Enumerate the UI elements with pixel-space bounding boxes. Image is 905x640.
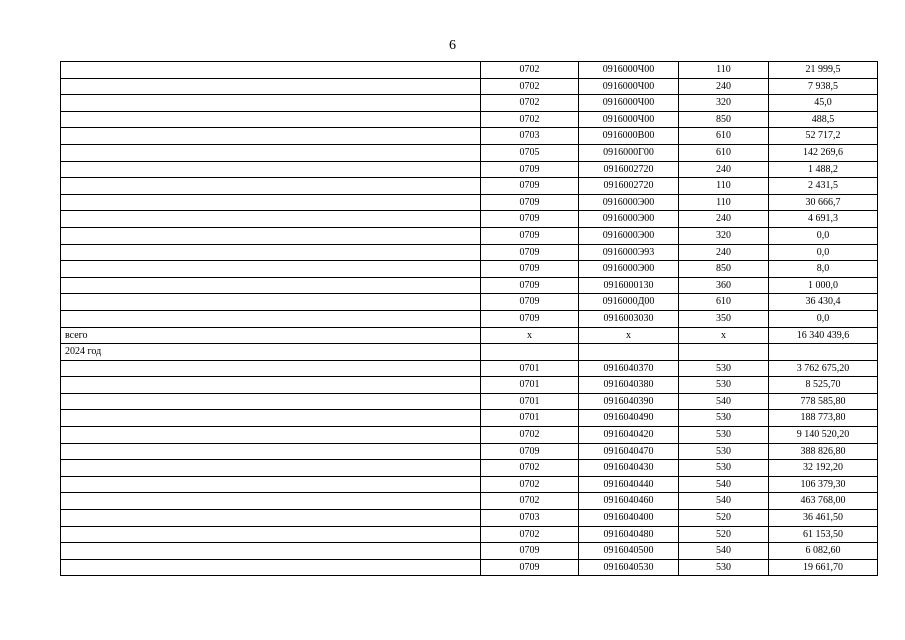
- cell-expense-type: 530: [679, 443, 769, 460]
- table-row: [61, 227, 878, 244]
- cell-section-code: 0709: [481, 559, 579, 576]
- cell-name: [61, 227, 481, 244]
- cell-name: [61, 393, 481, 410]
- cell-name: [61, 211, 481, 228]
- cell-expense-type: 540: [679, 543, 769, 560]
- cell-expense-type: 110: [679, 62, 769, 79]
- cell-name: [61, 144, 481, 161]
- cell-target-code: 0916040390: [579, 393, 679, 410]
- cell-target-code: 0916003030: [579, 310, 679, 327]
- cell-section-code: 0702: [481, 460, 579, 477]
- table-row: [61, 194, 878, 211]
- cell-expense-type: х: [679, 327, 769, 344]
- cell-name: [61, 460, 481, 477]
- cell-expense-type: 530: [679, 410, 769, 427]
- cell-amount: 3 762 675,20: [769, 360, 878, 377]
- cell-name: [61, 543, 481, 560]
- page-number: 6: [449, 38, 456, 53]
- cell-amount: 8,0: [769, 261, 878, 278]
- cell-section-code: 0709: [481, 277, 579, 294]
- cell-expense-type: 530: [679, 559, 769, 576]
- cell-section-code: 0709: [481, 443, 579, 460]
- cell-expense-type: 610: [679, 144, 769, 161]
- cell-section-code: 0709: [481, 244, 579, 261]
- table-row: [61, 211, 878, 228]
- cell-target-code: 0916040460: [579, 493, 679, 510]
- table-row: [61, 344, 878, 361]
- cell-amount: 0,0: [769, 244, 878, 261]
- cell-section-code: 0701: [481, 393, 579, 410]
- cell-section-code: 0702: [481, 526, 579, 543]
- table-row: [61, 294, 878, 311]
- table-row: [61, 443, 878, 460]
- cell-amount: 61 153,50: [769, 526, 878, 543]
- cell-target-code: 0916002720: [579, 178, 679, 195]
- cell-name: [61, 277, 481, 294]
- cell-name: [61, 410, 481, 427]
- cell-target-code: 0916040490: [579, 410, 679, 427]
- cell-expense-type: 240: [679, 244, 769, 261]
- cell-target-code: 0916000Э00: [579, 194, 679, 211]
- table-row: [61, 493, 878, 510]
- cell-section-code: 0703: [481, 510, 579, 527]
- cell-target-code: 0916000Ч00: [579, 62, 679, 79]
- cell-name: [61, 244, 481, 261]
- table-row: [61, 327, 878, 344]
- cell-target-code: 0916000Ч00: [579, 111, 679, 128]
- cell-section-code: 0709: [481, 310, 579, 327]
- cell-expense-type: 530: [679, 460, 769, 477]
- cell-section-code: 0709: [481, 294, 579, 311]
- cell-section-code: 0709: [481, 194, 579, 211]
- cell-name: [61, 161, 481, 178]
- cell-target-code: 0916000Ч00: [579, 78, 679, 95]
- cell-amount: 6 082,60: [769, 543, 878, 560]
- cell-target-code: 0916040370: [579, 360, 679, 377]
- cell-expense-type: 240: [679, 211, 769, 228]
- cell-amount: 142 269,6: [769, 144, 878, 161]
- table-row: [61, 310, 878, 327]
- cell-expense-type: 540: [679, 493, 769, 510]
- cell-name: [61, 310, 481, 327]
- cell-name: [61, 476, 481, 493]
- cell-expense-type: 110: [679, 178, 769, 195]
- cell-amount: 30 666,7: [769, 194, 878, 211]
- cell-amount: 0,0: [769, 310, 878, 327]
- cell-name: [61, 427, 481, 444]
- table-row: [61, 460, 878, 477]
- cell-amount: 4 691,3: [769, 211, 878, 228]
- table-row: [61, 377, 878, 394]
- cell-name: [61, 294, 481, 311]
- cell-amount: 463 768,00: [769, 493, 878, 510]
- cell-expense-type: 530: [679, 427, 769, 444]
- table-row: [61, 62, 878, 79]
- cell-section-code: 0705: [481, 144, 579, 161]
- cell-expense-type: 240: [679, 78, 769, 95]
- cell-section-code: 0702: [481, 476, 579, 493]
- cell-target-code: 0916040480: [579, 526, 679, 543]
- cell-target-code: 0916000Э00: [579, 227, 679, 244]
- cell-target-code: 0916040500: [579, 543, 679, 560]
- cell-section-code: 0702: [481, 493, 579, 510]
- cell-expense-type: 540: [679, 393, 769, 410]
- cell-target-code: 0916040440: [579, 476, 679, 493]
- cell-name: [61, 261, 481, 278]
- table-row: [61, 261, 878, 278]
- cell-target-code: х: [579, 327, 679, 344]
- cell-name: [61, 111, 481, 128]
- cell-section-code: 0709: [481, 543, 579, 560]
- cell-name: [61, 443, 481, 460]
- cell-target-code: 0916000Э93: [579, 244, 679, 261]
- cell-amount: 0,0: [769, 227, 878, 244]
- cell-amount: 7 938,5: [769, 78, 878, 95]
- cell-section-code: 0709: [481, 211, 579, 228]
- table-row: [61, 128, 878, 145]
- cell-name: [61, 493, 481, 510]
- table-row: [61, 78, 878, 95]
- table-row: [61, 178, 878, 195]
- cell-amount: 1 488,2: [769, 161, 878, 178]
- cell-amount: 21 999,5: [769, 62, 878, 79]
- cell-section-code: 0702: [481, 62, 579, 79]
- cell-amount: 188 773,80: [769, 410, 878, 427]
- cell-expense-type: 520: [679, 526, 769, 543]
- cell-name: [61, 78, 481, 95]
- table-row: [61, 427, 878, 444]
- cell-target-code: 0916040380: [579, 377, 679, 394]
- cell-name: [61, 377, 481, 394]
- table-row: [61, 360, 878, 377]
- cell-amount: 1 000,0: [769, 277, 878, 294]
- cell-expense-type: [679, 344, 769, 361]
- cell-expense-type: 320: [679, 95, 769, 112]
- cell-name: [61, 128, 481, 145]
- cell-amount: 36 461,50: [769, 510, 878, 527]
- cell-amount: 9 140 520,20: [769, 427, 878, 444]
- cell-name: [61, 526, 481, 543]
- cell-section-code: 0701: [481, 360, 579, 377]
- cell-amount: 778 585,80: [769, 393, 878, 410]
- cell-target-code: 0916040420: [579, 427, 679, 444]
- cell-name: всего: [61, 327, 481, 344]
- cell-target-code: 0916000В00: [579, 128, 679, 145]
- cell-name: [61, 95, 481, 112]
- table-row: [61, 95, 878, 112]
- cell-expense-type: 350: [679, 310, 769, 327]
- cell-section-code: 0702: [481, 111, 579, 128]
- cell-name: [61, 559, 481, 576]
- cell-expense-type: 520: [679, 510, 769, 527]
- cell-section-code: 0702: [481, 95, 579, 112]
- cell-target-code: 0916002720: [579, 161, 679, 178]
- table-row: [61, 277, 878, 294]
- cell-name: 2024 год: [61, 344, 481, 361]
- table-row: [61, 410, 878, 427]
- table-row: [61, 161, 878, 178]
- cell-expense-type: 610: [679, 128, 769, 145]
- cell-section-code: 0709: [481, 261, 579, 278]
- cell-name: [61, 62, 481, 79]
- cell-section-code: 0701: [481, 377, 579, 394]
- cell-section-code: 0702: [481, 427, 579, 444]
- cell-section-code: 0701: [481, 410, 579, 427]
- cell-expense-type: 850: [679, 261, 769, 278]
- table-row: [61, 111, 878, 128]
- cell-amount: 388 826,80: [769, 443, 878, 460]
- cell-expense-type: 320: [679, 227, 769, 244]
- cell-section-code: 0709: [481, 178, 579, 195]
- cell-amount: 32 192,20: [769, 460, 878, 477]
- cell-target-code: 0916000Ч00: [579, 95, 679, 112]
- cell-amount: 19 661,70: [769, 559, 878, 576]
- cell-expense-type: 610: [679, 294, 769, 311]
- cell-expense-type: 540: [679, 476, 769, 493]
- cell-expense-type: 530: [679, 377, 769, 394]
- cell-amount: 8 525,70: [769, 377, 878, 394]
- cell-amount: 16 340 439,6: [769, 327, 878, 344]
- cell-target-code: 0916000Э00: [579, 211, 679, 228]
- cell-name: [61, 194, 481, 211]
- cell-section-code: х: [481, 327, 579, 344]
- cell-section-code: 0703: [481, 128, 579, 145]
- cell-amount: 36 430,4: [769, 294, 878, 311]
- cell-target-code: 0916040400: [579, 510, 679, 527]
- cell-amount: [769, 344, 878, 361]
- table-row: [61, 559, 878, 576]
- table-row: [61, 476, 878, 493]
- budget-table: [60, 61, 878, 576]
- cell-expense-type: 530: [679, 360, 769, 377]
- table-row: [61, 244, 878, 261]
- cell-expense-type: 850: [679, 111, 769, 128]
- cell-target-code: 0916040430: [579, 460, 679, 477]
- cell-name: [61, 360, 481, 377]
- table-row: [61, 393, 878, 410]
- table-row: [61, 526, 878, 543]
- cell-section-code: 0709: [481, 161, 579, 178]
- cell-section-code: 0709: [481, 227, 579, 244]
- cell-expense-type: 240: [679, 161, 769, 178]
- cell-amount: 45,0: [769, 95, 878, 112]
- cell-amount: 106 379,30: [769, 476, 878, 493]
- table-body: [61, 62, 878, 576]
- cell-name: [61, 510, 481, 527]
- cell-target-code: 0916000Д00: [579, 294, 679, 311]
- cell-target-code: 0916000Э00: [579, 261, 679, 278]
- cell-expense-type: 110: [679, 194, 769, 211]
- cell-amount: 52 717,2: [769, 128, 878, 145]
- cell-name: [61, 178, 481, 195]
- cell-section-code: 0702: [481, 78, 579, 95]
- cell-target-code: 0916040470: [579, 443, 679, 460]
- cell-expense-type: 360: [679, 277, 769, 294]
- cell-amount: 2 431,5: [769, 178, 878, 195]
- table-row: [61, 510, 878, 527]
- cell-target-code: 0916000130: [579, 277, 679, 294]
- cell-target-code: 0916000Г00: [579, 144, 679, 161]
- cell-section-code: [481, 344, 579, 361]
- table-row: [61, 144, 878, 161]
- table-row: [61, 543, 878, 560]
- cell-target-code: [579, 344, 679, 361]
- cell-amount: 488,5: [769, 111, 878, 128]
- cell-target-code: 0916040530: [579, 559, 679, 576]
